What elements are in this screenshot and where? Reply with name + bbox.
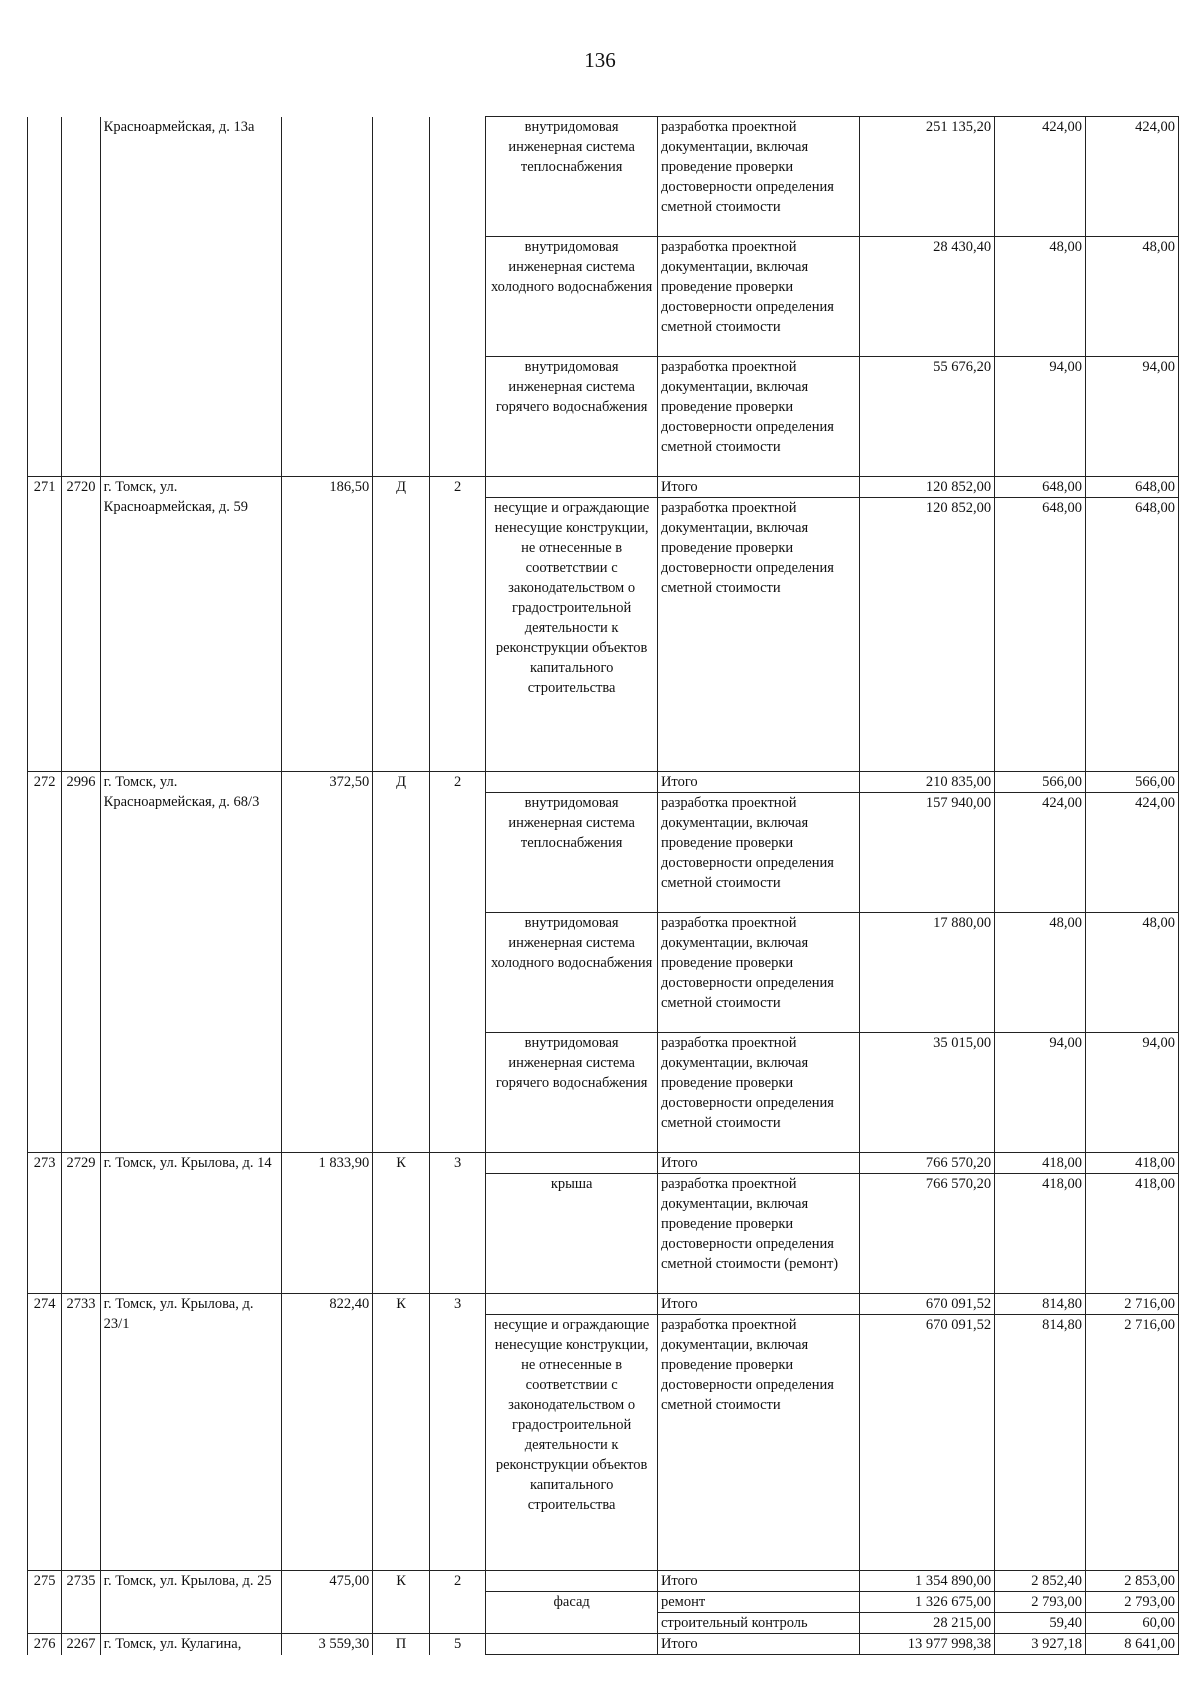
element-cell: внутридомовая инженерная система горячего водоснабжения <box>486 1033 658 1153</box>
capital-repair-table <box>27 116 1179 1655</box>
value1-cell: 48,00 <box>995 913 1086 1033</box>
value2-cell: 418,00 <box>1086 1153 1179 1174</box>
value1-cell: 648,00 <box>995 498 1086 772</box>
element-cell: фасад <box>486 1592 658 1634</box>
value2-cell: 94,00 <box>1086 1033 1179 1153</box>
value1-cell: 424,00 <box>995 793 1086 913</box>
address-cell: г. Томск, ул. Кулагина, <box>100 1634 282 1655</box>
value2-cell: 2 716,00 <box>1086 1315 1179 1571</box>
element-cell: внутридомовая инженерная система теплоснабжения <box>486 793 658 913</box>
house-code-cell: 2996 <box>62 772 100 1153</box>
value1-cell: 814,80 <box>995 1294 1086 1315</box>
address-cell: г. Томск, ул. Крылова, д. 23/1 <box>100 1294 282 1571</box>
table-row <box>28 1571 1179 1592</box>
value2-cell: 8 641,00 <box>1086 1634 1179 1655</box>
work-cell: разработка проектной документации, включая проведение проверки достоверности определения сметной стоимости (ремонт) <box>657 1174 859 1294</box>
table-row <box>28 117 1179 237</box>
address-cell: г. Томск, ул. Красноармейская, д. 68/3 <box>100 772 282 1153</box>
element-cell: внутридомовая инженерная система холодного водоснабжения <box>486 237 658 357</box>
value1-cell: 94,00 <box>995 357 1086 477</box>
work-cell: Итого <box>657 1571 859 1592</box>
element-cell: несущие и ограждающие ненесущие конструкции, не отнесенные в соответствии с законодательством о градостроительной деятельности к реконструкции объектов капитального строительства <box>486 1315 658 1571</box>
address-cell: г. Томск, ул. Крылова, д. 14 <box>100 1153 282 1294</box>
area-cell: 822,40 <box>282 1294 373 1571</box>
work-cell: разработка проектной документации, включая проведение проверки достоверности определения сметной стоимости <box>657 793 859 913</box>
element-cell <box>486 1634 658 1655</box>
letter-cell: П <box>373 1634 430 1655</box>
table-row <box>28 1634 1179 1655</box>
digit-cell: 2 <box>429 1571 486 1634</box>
digit-cell: 2 <box>429 772 486 1153</box>
value2-cell: 60,00 <box>1086 1613 1179 1634</box>
area-cell: 186,50 <box>282 477 373 772</box>
row-number-cell: 271 <box>28 477 62 772</box>
value2-cell: 424,00 <box>1086 117 1179 237</box>
element-cell: внутридомовая инженерная система теплоснабжения <box>486 117 658 237</box>
cost-cell: 670 091,52 <box>859 1294 994 1315</box>
table-row <box>28 1153 1179 1174</box>
work-cell: ремонт <box>657 1592 859 1613</box>
value2-cell: 418,00 <box>1086 1174 1179 1294</box>
cost-cell: 28 215,00 <box>859 1613 994 1634</box>
address-cell: Красноармейская, д. 13а <box>100 117 282 477</box>
table-row <box>28 772 1179 793</box>
work-cell: разработка проектной документации, включая проведение проверки достоверности определения сметной стоимости <box>657 913 859 1033</box>
cost-cell: 120 852,00 <box>859 477 994 498</box>
value1-cell: 418,00 <box>995 1174 1086 1294</box>
row-number-cell: 274 <box>28 1294 62 1571</box>
letter-cell: К <box>373 1294 430 1571</box>
value1-cell: 566,00 <box>995 772 1086 793</box>
cost-cell: 13 977 998,38 <box>859 1634 994 1655</box>
value1-cell: 59,40 <box>995 1613 1086 1634</box>
value2-cell: 48,00 <box>1086 237 1179 357</box>
cost-cell: 55 676,20 <box>859 357 994 477</box>
value1-cell: 418,00 <box>995 1153 1086 1174</box>
value1-cell: 2 793,00 <box>995 1592 1086 1613</box>
digit-cell: 3 <box>429 1153 486 1294</box>
work-cell: Итого <box>657 1153 859 1174</box>
digit-cell: 2 <box>429 477 486 772</box>
letter-cell: Д <box>373 477 430 772</box>
house-code-cell: 2720 <box>62 477 100 772</box>
value2-cell: 2 853,00 <box>1086 1571 1179 1592</box>
cost-cell: 670 091,52 <box>859 1315 994 1571</box>
area-cell: 475,00 <box>282 1571 373 1634</box>
row-number-cell: 276 <box>28 1634 62 1655</box>
element-cell <box>486 1571 658 1592</box>
work-cell: Итого <box>657 1294 859 1315</box>
area-cell: 3 559,30 <box>282 1634 373 1655</box>
value1-cell: 424,00 <box>995 117 1086 237</box>
cost-cell: 17 880,00 <box>859 913 994 1033</box>
cost-cell: 35 015,00 <box>859 1033 994 1153</box>
work-cell: Итого <box>657 477 859 498</box>
letter-cell: К <box>373 1153 430 1294</box>
cost-cell: 251 135,20 <box>859 117 994 237</box>
row-number-cell <box>28 117 62 477</box>
value2-cell: 424,00 <box>1086 793 1179 913</box>
cost-cell: 766 570,20 <box>859 1153 994 1174</box>
work-cell: Итого <box>657 772 859 793</box>
row-number-cell: 275 <box>28 1571 62 1634</box>
work-cell: Итого <box>657 1634 859 1655</box>
value2-cell: 48,00 <box>1086 913 1179 1033</box>
value2-cell: 2 793,00 <box>1086 1592 1179 1613</box>
element-cell <box>486 477 658 498</box>
letter-cell: Д <box>373 772 430 1153</box>
element-cell: крыша <box>486 1174 658 1294</box>
value2-cell: 2 716,00 <box>1086 1294 1179 1315</box>
row-number-cell: 273 <box>28 1153 62 1294</box>
digit-cell <box>429 117 486 477</box>
element-cell: внутридомовая инженерная система холодного водоснабжения <box>486 913 658 1033</box>
table-row <box>28 477 1179 498</box>
address-cell: г. Томск, ул. Красноармейская, д. 59 <box>100 477 282 772</box>
value1-cell: 48,00 <box>995 237 1086 357</box>
digit-cell: 5 <box>429 1634 486 1655</box>
value2-cell: 648,00 <box>1086 477 1179 498</box>
house-code-cell: 2733 <box>62 1294 100 1571</box>
work-cell: разработка проектной документации, включая проведение проверки достоверности определения сметной стоимости <box>657 498 859 772</box>
letter-cell: К <box>373 1571 430 1634</box>
value2-cell: 566,00 <box>1086 772 1179 793</box>
row-number-cell: 272 <box>28 772 62 1153</box>
element-cell <box>486 1294 658 1315</box>
work-cell: разработка проектной документации, включая проведение проверки достоверности определения сметной стоимости <box>657 357 859 477</box>
cost-cell: 210 835,00 <box>859 772 994 793</box>
area-cell: 1 833,90 <box>282 1153 373 1294</box>
element-cell: несущие и ограждающие ненесущие конструкции, не отнесенные в соответствии с законодательством о градостроительной деятельности к реконструкции объектов капитального строительства <box>486 498 658 772</box>
area-cell: 372,50 <box>282 772 373 1153</box>
cost-cell: 120 852,00 <box>859 498 994 772</box>
work-cell: разработка проектной документации, включая проведение проверки достоверности определения сметной стоимости <box>657 1033 859 1153</box>
cost-cell: 1 326 675,00 <box>859 1592 994 1613</box>
page-number: 136 <box>584 48 616 72</box>
work-cell: строительный контроль <box>657 1613 859 1634</box>
address-cell: г. Томск, ул. Крылова, д. 25 <box>100 1571 282 1634</box>
value2-cell: 648,00 <box>1086 498 1179 772</box>
element-cell <box>486 1153 658 1174</box>
element-cell: внутридомовая инженерная система горячего водоснабжения <box>486 357 658 477</box>
work-cell: разработка проектной документации, включая проведение проверки достоверности определения сметной стоимости <box>657 117 859 237</box>
cost-cell: 157 940,00 <box>859 793 994 913</box>
house-code-cell: 2735 <box>62 1571 100 1634</box>
house-code-cell <box>62 117 100 477</box>
house-code-cell: 2729 <box>62 1153 100 1294</box>
digit-cell: 3 <box>429 1294 486 1571</box>
value1-cell: 648,00 <box>995 477 1086 498</box>
value1-cell: 814,80 <box>995 1315 1086 1571</box>
cost-cell: 28 430,40 <box>859 237 994 357</box>
area-cell <box>282 117 373 477</box>
letter-cell <box>373 117 430 477</box>
value2-cell: 94,00 <box>1086 357 1179 477</box>
value1-cell: 2 852,40 <box>995 1571 1086 1592</box>
table-row <box>28 1294 1179 1315</box>
value1-cell: 3 927,18 <box>995 1634 1086 1655</box>
cost-cell: 1 354 890,00 <box>859 1571 994 1592</box>
element-cell <box>486 772 658 793</box>
house-code-cell: 2267 <box>62 1634 100 1655</box>
work-cell: разработка проектной документации, включая проведение проверки достоверности определения сметной стоимости <box>657 237 859 357</box>
cost-cell: 766 570,20 <box>859 1174 994 1294</box>
value1-cell: 94,00 <box>995 1033 1086 1153</box>
work-cell: разработка проектной документации, включая проведение проверки достоверности определения сметной стоимости <box>657 1315 859 1571</box>
